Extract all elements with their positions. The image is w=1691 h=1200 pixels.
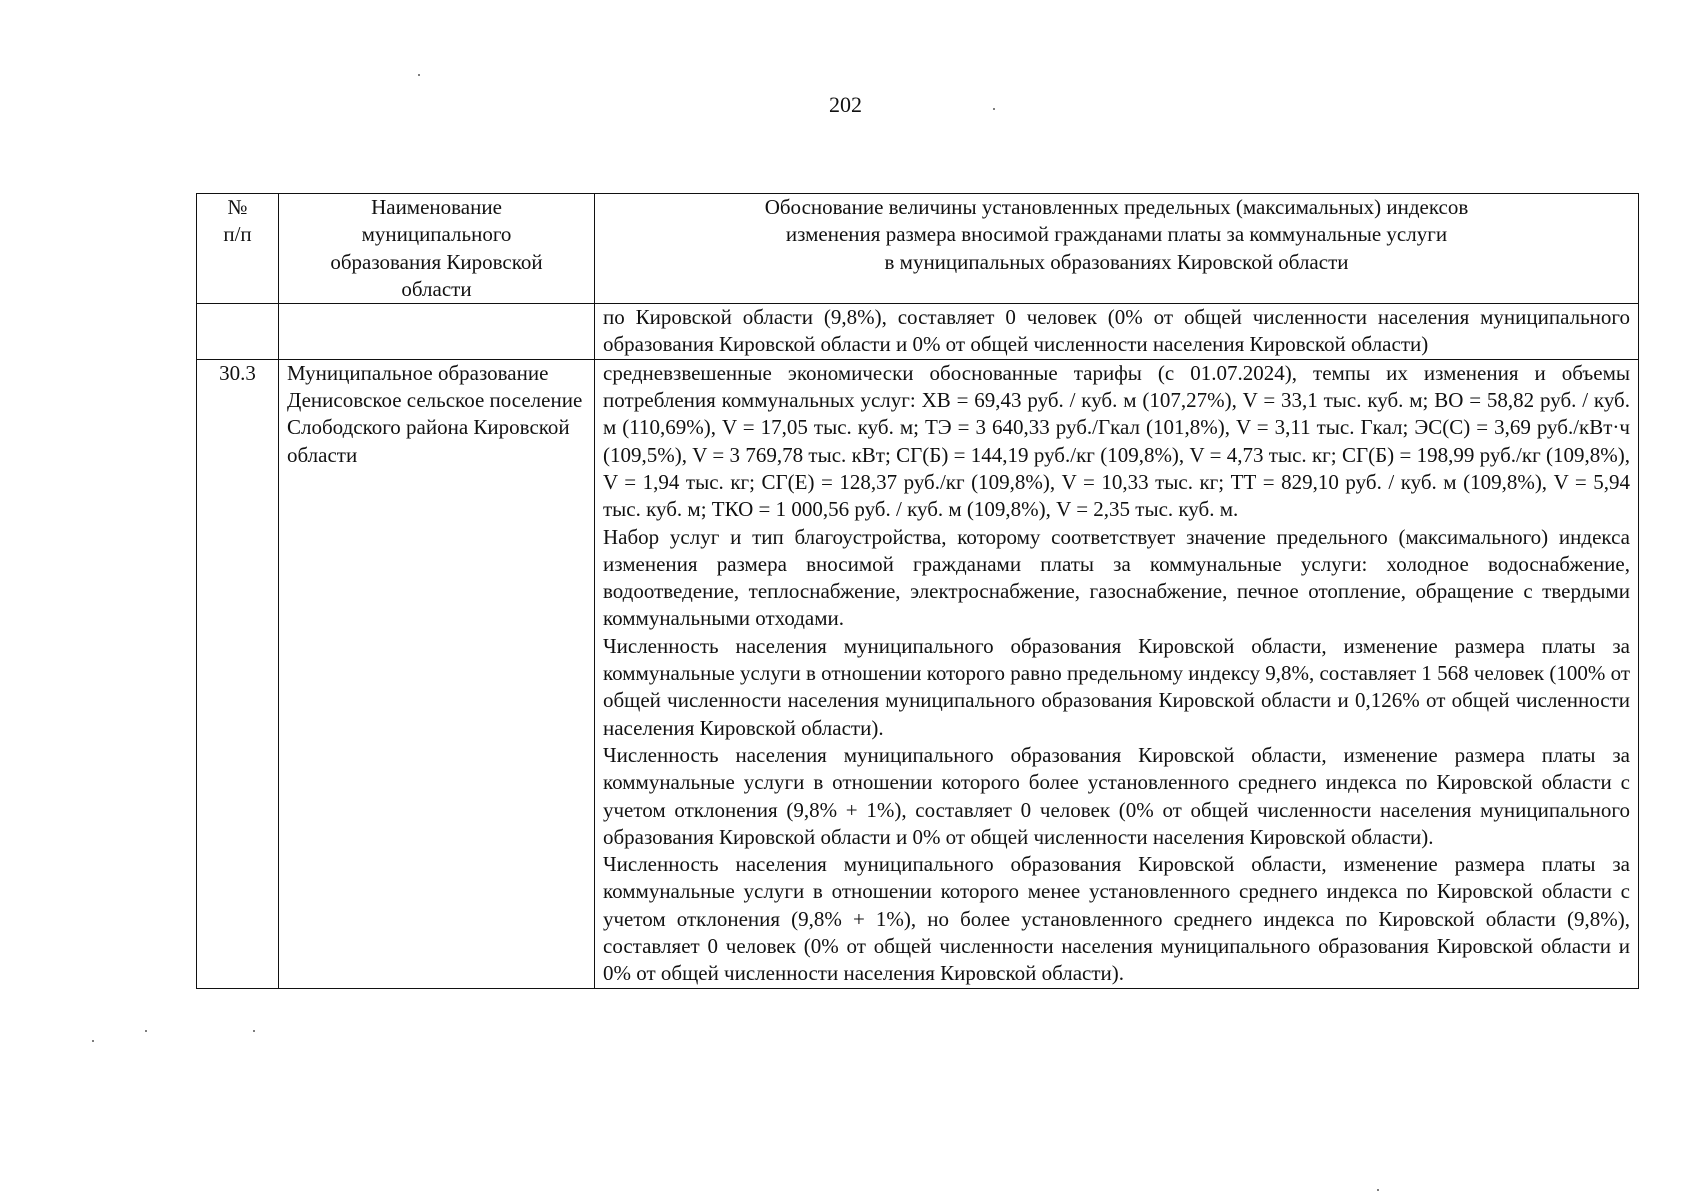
justification-paragraph: по Кировской области (9,8%), составляет 0 человек (0% от общей численности населения муниципального образования Кировской области и 0% от общей численности населения Кировской области)	[603, 305, 1630, 357]
header-name-line: Наименование	[371, 195, 502, 219]
justification-cell	[595, 304, 1639, 360]
justification-paragraph: Численность населения муниципального образования Кировской области, изменение размера платы за коммунальные услуги в отношении которого равно предельному индексу 9,8%, составляет 1 568 человек (100% от общей численности населения муниципального образования Кировской области и 0,126% от общей численности населения Кировской области).	[603, 633, 1630, 740]
scan-speck	[92, 1040, 94, 1042]
table-header-row	[197, 194, 1639, 304]
header-justification-line: в муниципальных образованиях Кировской области	[884, 249, 1349, 274]
scan-speck	[253, 1030, 255, 1032]
justification-paragraph: средневзвешенные экономически обоснованные тарифы (с 01.07.2024), темпы их изменения и объемы потребления коммунальных услуг: ХВ = 69,43 руб. / куб. м (107,27%), V = 33,1 тыс. куб. м; ВО = 58,82 руб. / куб. м (110,69%), V = 17,05 тыс. куб. м; ТЭ = 3 640,33 руб./Гкал (101,8%), V = 3,11 тыс. Гкал; ЭС(С) = 3,69 руб./кВт·ч (109,5%), V = 3 769,78 тыс. кВт; СГ(Б) = 144,19 руб./кг (109,8%), V = 4,73 тыс. кг; СГ(Б) = 198,99 руб./кг (109,8%), V = 1,94 тыс. кг; СГ(Е) = 128,37 руб./кг (109,8%), V = 10,33 тыс. кг; ТТ = 829,10 руб. / куб. м (109,8%), V = 5,94 тыс. куб. м; ТКО = 1 000,56 руб. / куб. м (109,8%), V = 2,35 тыс. куб. м.	[603, 360, 1630, 522]
justification-paragraph: Численность населения муниципального образования Кировской области, изменение размера платы за коммунальные услуги в отношении которого менее установленного среднего индекса по Кировской области с учетом отклонения (9,8% + 1%), но более установленного среднего индекса по Кировской области (9,8%), составляет 0 человек (0% от общей численности населения муниципального образования Кировской области и 0% от общей численности населения Кировской области).	[603, 852, 1630, 986]
justification-table	[196, 193, 1639, 989]
header-justification	[595, 194, 1639, 304]
header-num	[197, 194, 279, 304]
scan-speck	[145, 1030, 147, 1032]
header-name-line: образования Кировской	[330, 249, 543, 274]
municipality-name	[279, 304, 595, 360]
header-num-line: п/п	[223, 222, 252, 247]
header-name	[279, 194, 595, 304]
table-row	[197, 304, 1639, 360]
header-justification-line: изменения размера вносимой гражданами платы за коммунальные услуги	[785, 222, 1448, 247]
page-number: 202	[829, 92, 862, 117]
table-row	[197, 359, 1639, 988]
header-name-line: области	[401, 276, 472, 301]
justification-cell	[595, 359, 1639, 988]
justification-paragraph: Набор услуг и тип благоустройства, которому соответствует значение предельного (максимального) индекса изменения размера вносимой гражданами платы за коммунальные услуги: холодное водоснабжение, водоотведение, теплоснабжение, электроснабжение, газоснабжение, печное отопление, обращение с твердыми коммунальными отходами.	[603, 524, 1630, 631]
scan-speck	[1377, 1189, 1379, 1191]
justification-paragraph: Численность населения муниципального образования Кировской области, изменение размера платы за коммунальные услуги в отношении которого более установленного среднего индекса по Кировской области с учетом отклонения (9,8% + 1%), составляет 0 человек (0% от общей численности населения муниципального образования Кировской области и 0% от общей численности населения Кировской области).	[603, 742, 1630, 849]
municipality-name: Муниципальное образование Денисовское сельское поселение Слободского района Кировской области	[279, 359, 595, 988]
header-num-line: №	[227, 195, 248, 219]
header-justification-line: Обоснование величины установленных предельных (максимальных) индексов	[764, 195, 1469, 219]
scan-speck	[418, 74, 420, 76]
row-number	[197, 304, 279, 360]
scan-speck	[993, 108, 995, 110]
header-name-line: муниципального	[361, 222, 512, 247]
row-number: 30.3	[197, 359, 279, 988]
